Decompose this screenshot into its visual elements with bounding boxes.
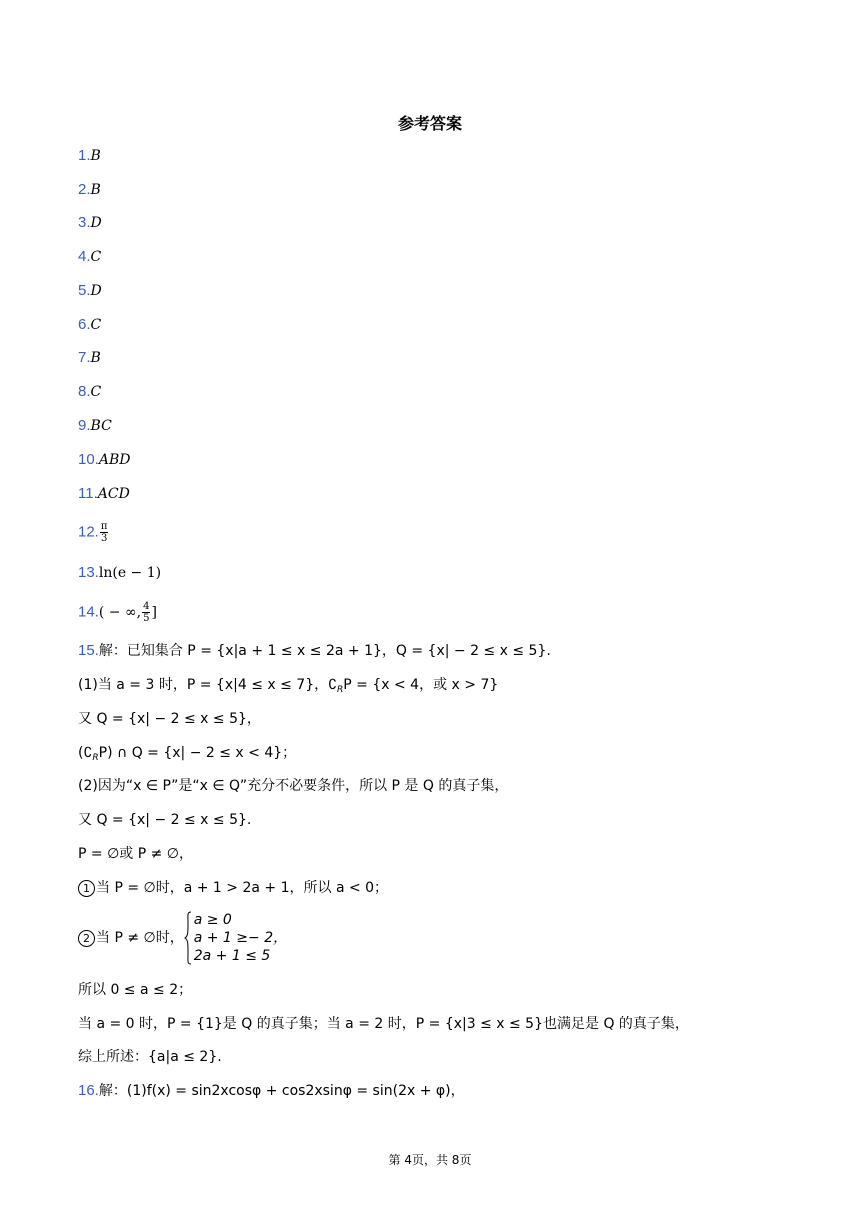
fraction: $\frac{\pi}{3}$ — [100, 521, 108, 544]
q15-line-3: $(∁_RP)$ ∩ Q = {x| − 2 ≤ x < 4}； — [78, 745, 297, 763]
system-row: a + 1 ≥− 2， — [193, 930, 288, 946]
question-number: 14. — [78, 603, 99, 621]
answer-line-12 — [78, 521, 109, 544]
page-footer: 第 4页，共 8页 — [388, 1153, 472, 1167]
answer-text: ln(e − 1) — [98, 565, 162, 581]
answer-line — [78, 213, 102, 233]
page-title: 参考答案 — [397, 114, 462, 133]
answer-line — [78, 315, 101, 335]
answer-choice: D — [90, 283, 102, 299]
q16-head: 16.解：(1)f(x) = sin2xcosφ + cos2xsinφ = sin(2x + φ)， — [78, 1082, 465, 1099]
answer-choice: BC — [90, 418, 112, 434]
q15-line-6: P = ∅或 P ≠ ∅， — [78, 846, 193, 862]
answer-line — [78, 146, 101, 166]
q15-line-10: 当 a = 0 时，P = {1}是 Q 的真子集；当 a = 2 时，P = {x|3 ≤ x ≤ 5}也满足是 Q 的真子集， — [78, 1016, 689, 1032]
question-number: 6. — [78, 316, 91, 333]
system-row: 2a + 1 ≤ 5 — [193, 948, 271, 964]
left-brace-icon — [184, 911, 192, 965]
answer-line — [78, 180, 101, 200]
answer-choice: C — [90, 384, 102, 400]
system-row: a ≥ 0 — [193, 912, 232, 928]
answer-line — [78, 484, 130, 504]
question-number: 11. — [78, 485, 98, 502]
question-number: 4. — [78, 248, 91, 265]
answer-choice: ACD — [97, 486, 130, 502]
answer-choice: C — [90, 249, 102, 265]
answer-line — [78, 247, 101, 267]
answer-choice: B — [90, 350, 101, 366]
q15-head: 15.解：已知集合 P = {x|a + 1 ≤ x ≤ 2a + 1}，Q = {x| − 2 ≤ x ≤ 5}. — [78, 642, 551, 659]
answer-line — [78, 382, 101, 402]
q15-line-7: 1 当 P = ∅时，a + 1 > 2a + 1，所以 a < 0； — [78, 878, 388, 898]
question-number: 7. — [78, 349, 91, 366]
answer-line — [78, 416, 112, 436]
q15-line-11: 综上所述：{a|a ≤ 2}. — [78, 1049, 222, 1065]
q15-line-1: (1)当 a = 3 时，P = {x|4 ≤ x ≤ 7}，$∁_RP = \{x < 4$，或 x > 7} — [78, 677, 499, 695]
question-number: 13. — [78, 564, 99, 581]
answer-line — [78, 450, 130, 470]
question-number: 16. — [78, 1082, 99, 1099]
answer-choice: C — [90, 317, 102, 333]
question-number: 5. — [78, 282, 91, 299]
question-number: 2. — [78, 181, 91, 198]
answer-line-13 — [78, 563, 161, 583]
circled-number-icon: 1 — [78, 880, 95, 897]
answer-choice: ABD — [98, 452, 131, 468]
fraction: $\frac{4}{5}$ — [143, 601, 150, 624]
question-number: 9. — [78, 417, 91, 434]
circled-number-icon: 2 — [78, 930, 95, 947]
q15-line-2: 又 Q = {x| − 2 ≤ x ≤ 5}， — [78, 711, 261, 727]
q15-line-8: 2 当 P ≠ ∅时， a ≥ 0 a + 1 ≥− 2， 2a + 1 ≤ 5 — [78, 911, 287, 965]
question-number: 15. — [78, 642, 99, 659]
answer-line — [78, 348, 101, 368]
q15-line-4: (2)因为“x ∈ P”是“x ∈ Q”充分不必要条件，所以 P 是 Q 的真子集， — [78, 778, 509, 794]
equation-system — [184, 911, 287, 965]
q15-line-9: 所以 0 ≤ a ≤ 2； — [78, 982, 193, 998]
answer-choice: B — [90, 182, 101, 198]
question-number: 8. — [78, 383, 91, 400]
question-number: 12. — [78, 523, 99, 541]
question-number: 1. — [78, 147, 91, 164]
answer-line — [78, 281, 102, 301]
question-number: 10. — [78, 451, 99, 468]
answer-choice: D — [90, 215, 102, 231]
q15-line-5: 又 Q = {x| − 2 ≤ x ≤ 5}. — [78, 812, 252, 828]
question-number: 3. — [78, 214, 91, 231]
answer-line-14: 14.( − ∞, $\frac{4}{5}$ ] — [78, 601, 157, 624]
answer-choice: B — [90, 148, 101, 164]
